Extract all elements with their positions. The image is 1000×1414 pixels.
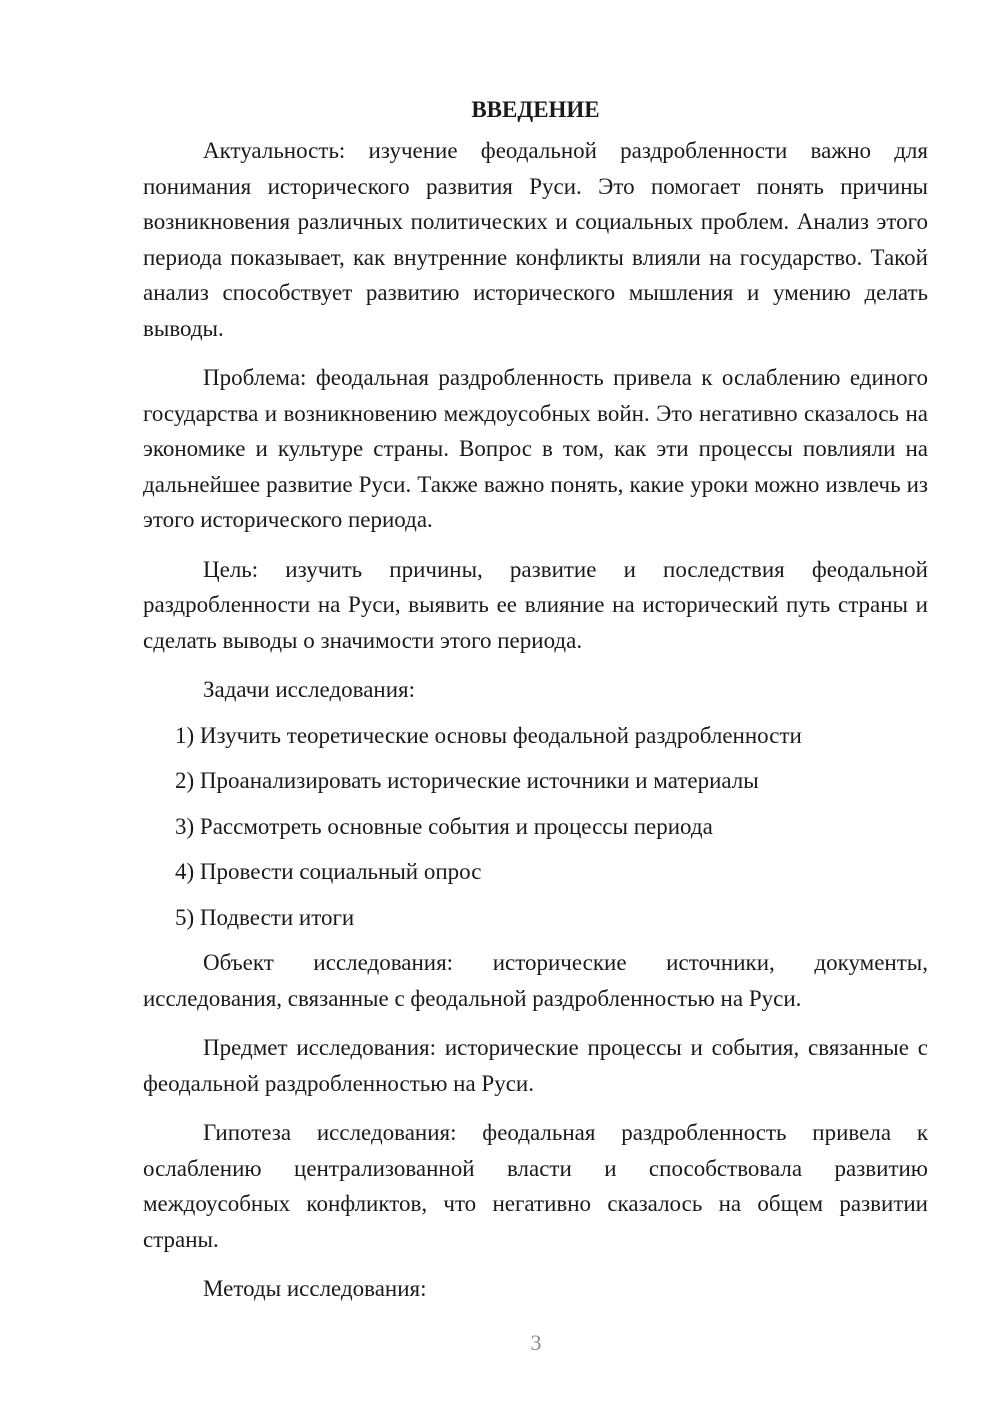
page-content (143, 94, 928, 1317)
page-number: 3 (530, 1330, 542, 1355)
problem-paragraph: Проблема: феодальная раздробленность привела к ослаблению единого государства и возникновению междоусобных войн. Это негативно сказалось на экономике и культуре страны. Вопрос в том, как эти процессы повлияли на дальнейшее развитие Руси. Также важно понять, какие уроки можно извлечь из этого исторического периода. (143, 365, 928, 532)
tasks-list (143, 718, 928, 936)
task-item-4: 4) Провести социальный опрос (175, 859, 482, 884)
methods-heading: Методы исследования: (203, 1276, 427, 1301)
task-item-1: 1) Изучить теоретические основы феодальной раздробленности (175, 722, 802, 748)
object-paragraph: Объект исследования: исторические источники, документы, исследования, связанные с феодальной раздробленностью на Руси. (143, 950, 928, 1011)
subject-paragraph: Предмет исследования: исторические процессы и события, связанные с феодальной раздробленностью на Руси. (143, 1035, 928, 1096)
task-item-5: 5) Подвести итоги (175, 904, 355, 930)
tasks-heading: Задачи исследования: (203, 677, 416, 702)
relevance-paragraph: Актуальность: изучение феодальной раздробленности важно для понимания исторического развития Руси. Это помогает понять причины возникновения различных политических и социальных проблем. Анализ этого периода показывает, как внутренние конфликты влияли на государство. Такой анализ способствует развитию исторического мышления и умению делать выводы. (143, 138, 928, 341)
goal-paragraph: Цель: изучить причины, развитие и последствия феодальной раздробленности на Руси, выявить ее влияние на исторический путь страны и сделать выводы о значимости этого периода. (143, 556, 928, 653)
task-item-3: 3) Рассмотреть основные события и процессы периода (175, 813, 713, 839)
task-item-2: 2) Проанализировать исторические источники и материалы (175, 768, 759, 793)
page-title: ВВЕДЕНИЕ (471, 97, 600, 122)
hypothesis-paragraph: Гипотеза исследования: феодальная раздробленность привела к ослаблению централизованной власти и способствовала развитию междоусобных конфликтов, что негативно сказалось на общем развитии страны. (143, 1120, 928, 1252)
